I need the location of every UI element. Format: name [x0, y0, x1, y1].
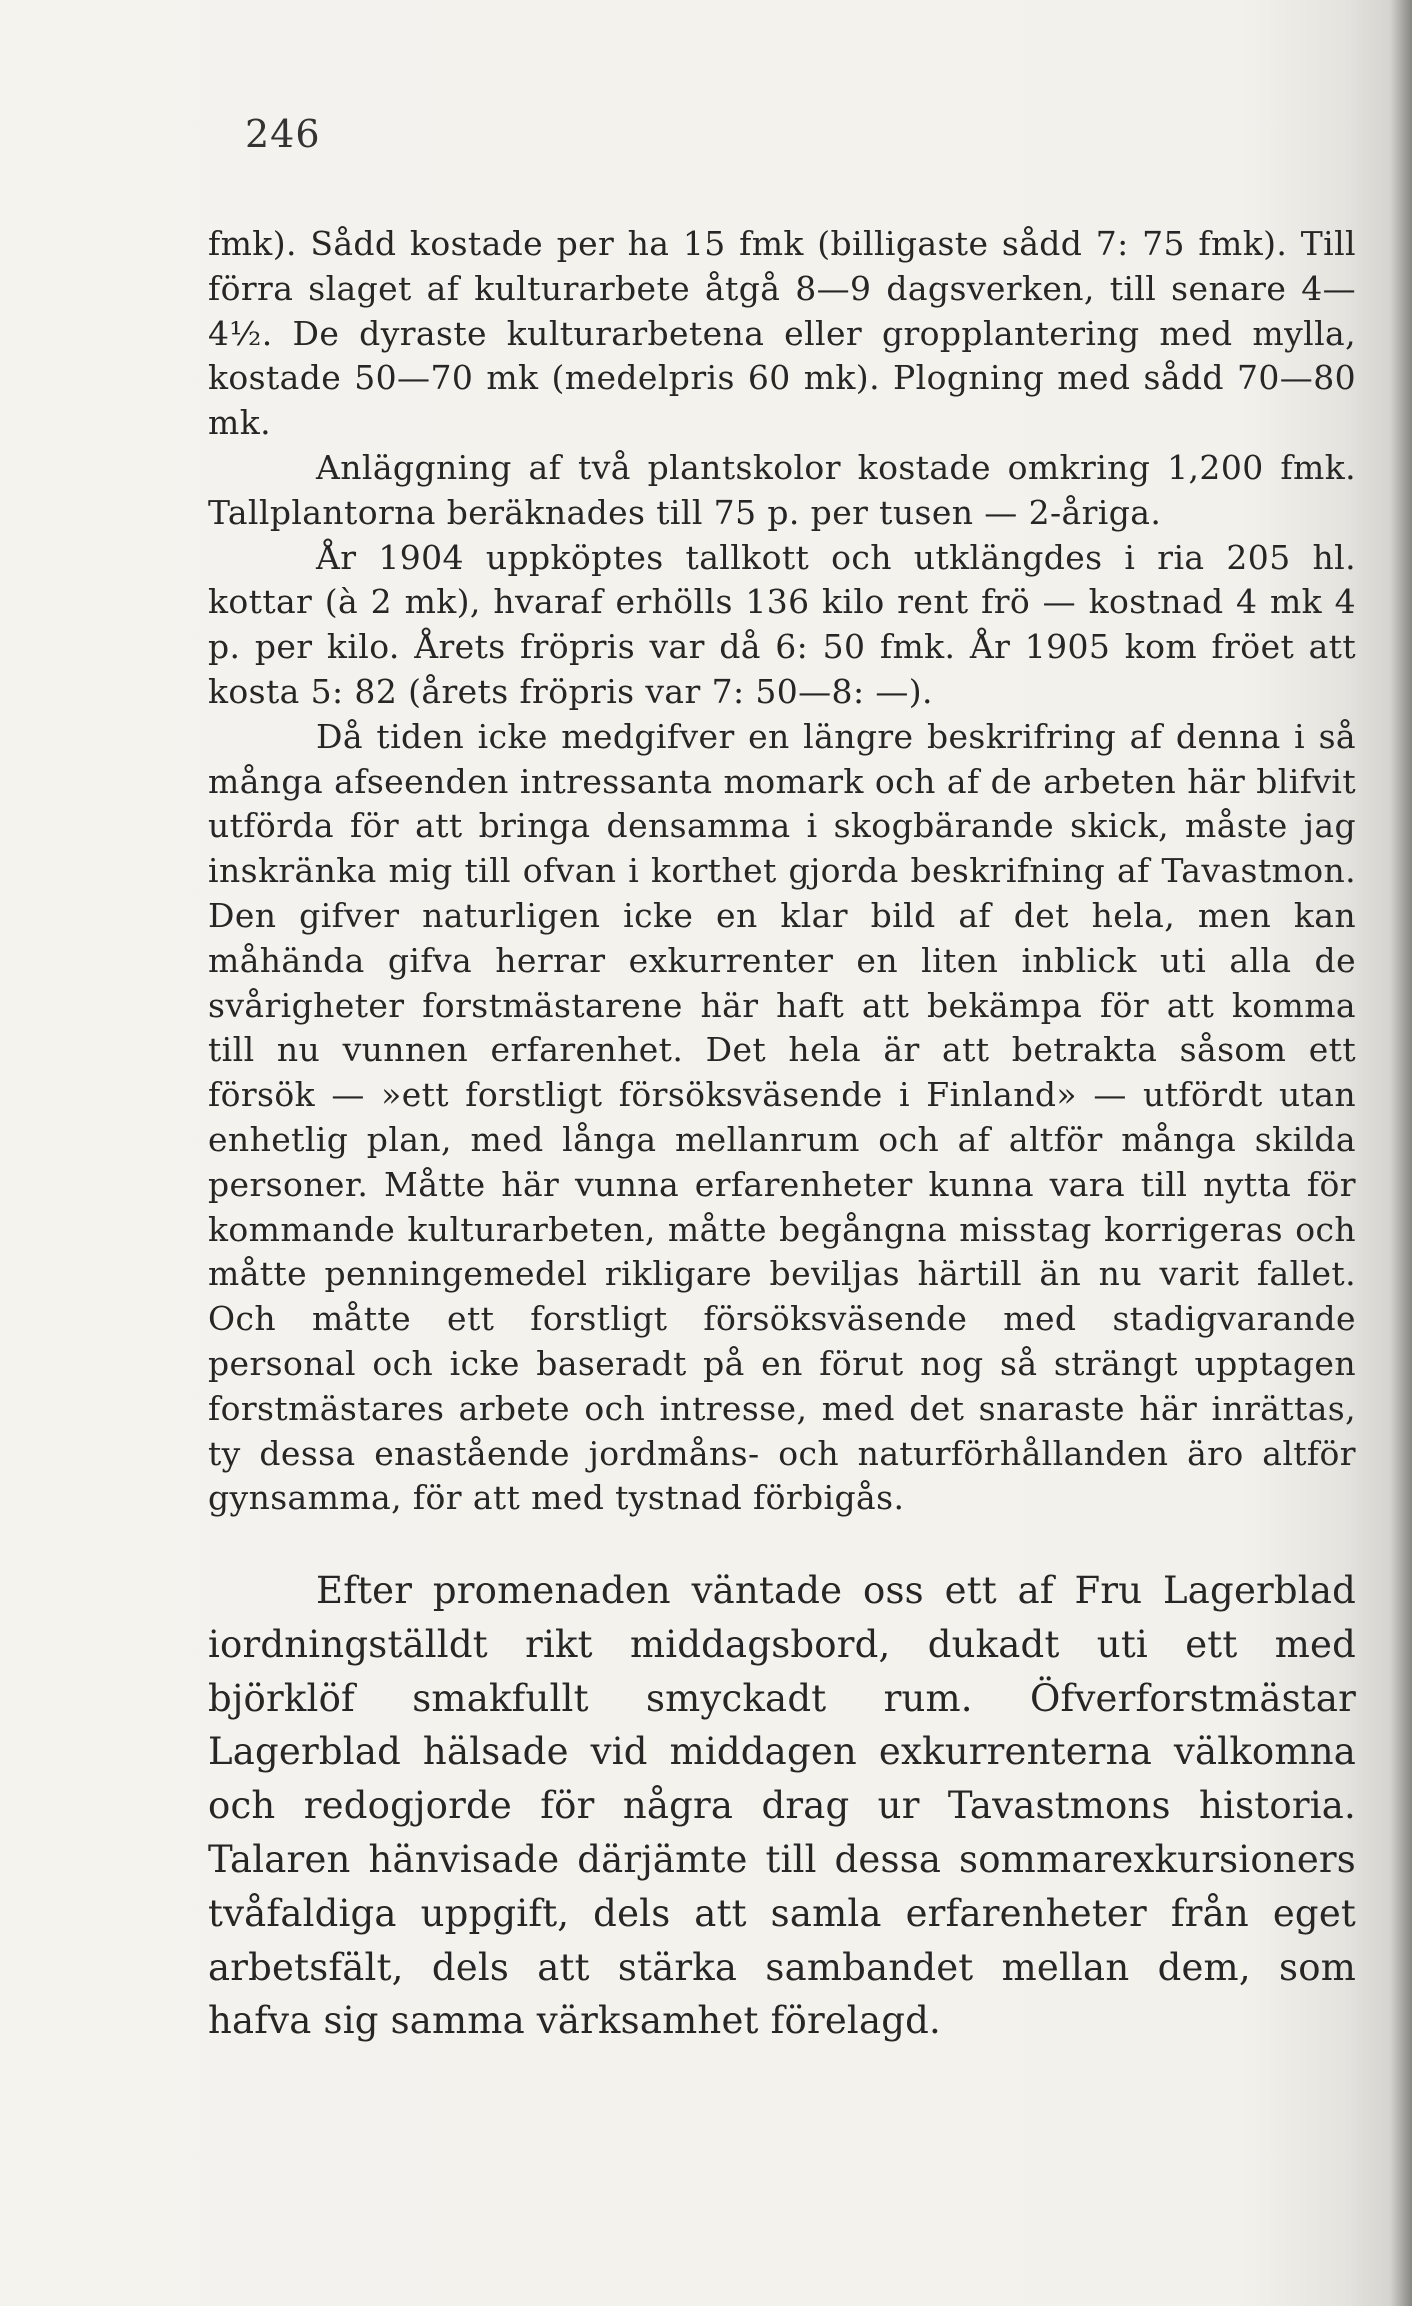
paragraph-costs: fmk). Sådd kostade per ha 15 fmk (billigaste sådd 7: 75 fmk). Till förra slaget af kulturarbete åtgå 8—9 dagsverken, till senare 4—4½. De dyraste kulturarbetena eller gropplantering med mylla, kostade 50—70 mk (medelpris 60 mk). Plogning med sådd 70—80 mk. — [208, 224, 1356, 443]
narrative-text-block — [208, 1564, 1356, 2048]
paragraph-plant-nurseries: Anläggning af två plantskolor kostade omkring 1,200 fmk. Tallplantorna beräknades till 75 p. per tusen — 2-åriga. — [208, 447, 1356, 532]
paragraph-conclusion: Då tiden icke medgifver en längre beskrifring af denna i så många afseenden intressanta momark och af de arbeten här blifvit utförda för att bringa densamma i skogbärande skick, måste jag inskränka mig till ofvan i korthet gjorda beskrifning af Tavastmon. Den gifver naturligen icke en klar bild af det hela, men kan måhända gifva herrar exkurrenter en liten inblick uti alla de svårigheter forstmästarene här haft att bekämpa för att komma till nu vunnen erfarenhet. Det hela är att betrakta såsom ett försök — »ett forstligt försöksväsende i Finland» — utfördt utan enhetlig plan, med långa mellanrum och af altför många skilda personer. Måtte här vunna erfarenheter kunna vara till nytta för kommande kulturarbeten, måtte begångna misstag korrigeras och måtte penningemedel rikligare beviljas härtill än nu varit fallet. Och måtte ett forstligt försöksväsende med stadigvarande personal och icke baseradt på en förut nog så strängt upptagen forstmästares arbete och intresse, med det snaraste här inrättas, ty dessa enastående jordmåns- och naturförhållanden äro altför gynsamma, för att med tystnad förbigås. — [208, 716, 1356, 1518]
page-number: 246 — [245, 112, 321, 156]
page-edge-shadow — [1390, 0, 1412, 2306]
report-text-block — [208, 222, 1356, 1521]
paragraph-dinner: Efter promenaden väntade oss ett af Fru Lagerblad iordningställdt rikt middagsbord, dukadt uti ett med björklöf smakfullt smyckadt rum. Öfverforstmästar Lagerblad hälsade vid middagen exkurrenterna välkomna och redogjorde för några drag ur Tavastmons historia. Talaren hänvisade därjämte till dessa sommarexkursioners tvåfaldiga uppgift, dels att samla erfarenheter från eget arbetsfält, dels att stärka sambandet mellan dem, som hafva sig samma värksamhet förelagd. — [208, 1569, 1356, 2043]
paragraph-seed-purchase: År 1904 uppköptes tallkott och utklängdes i ria 205 hl. kottar (à 2 mk), hvaraf erhölls 136 kilo rent frö — kostnad 4 mk 4 p. per kilo. Årets fröpris var då 6: 50 fmk. År 1905 kom fröet att kosta 5: 82 (årets fröpris var 7: 50—8: —). — [208, 537, 1356, 711]
